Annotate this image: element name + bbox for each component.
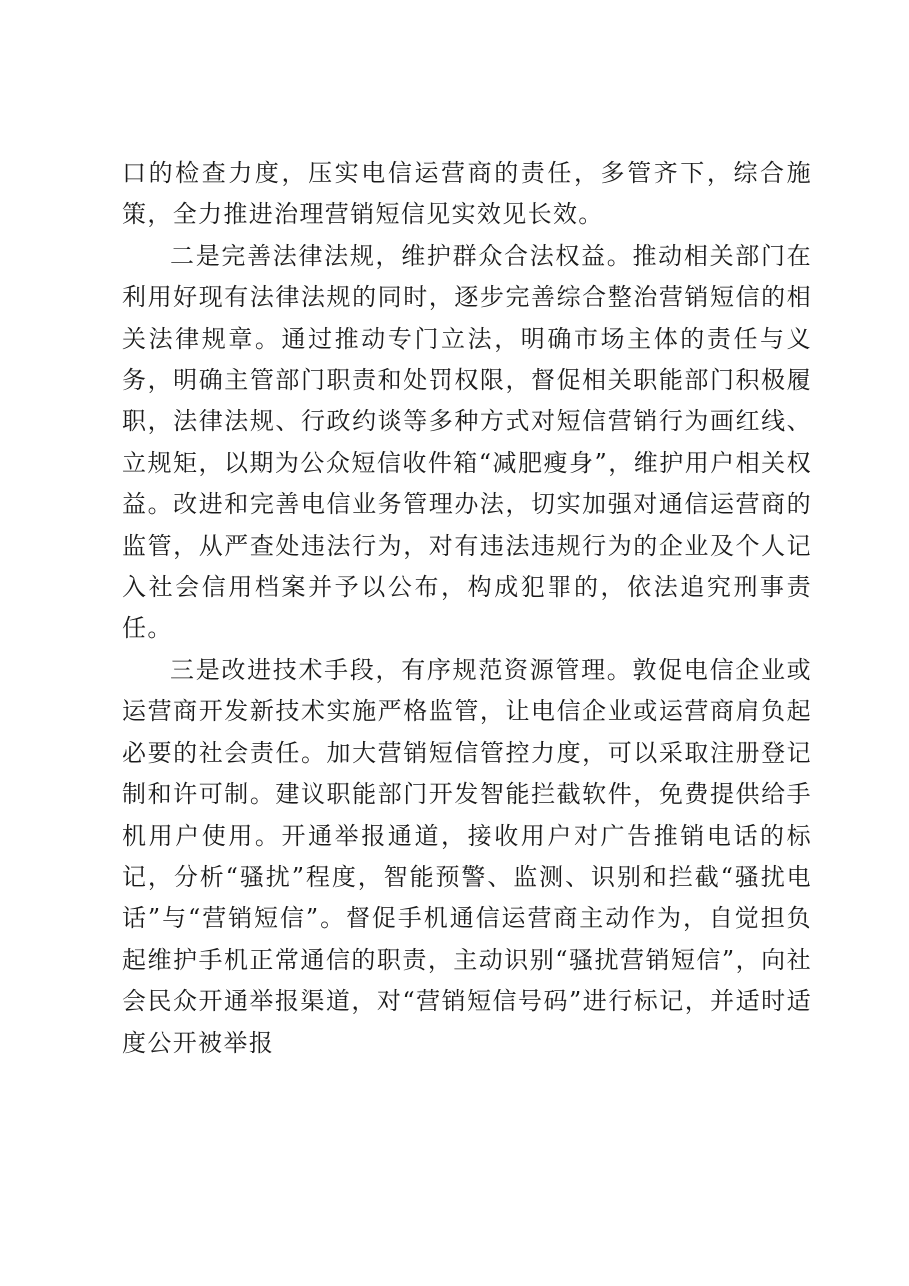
paragraph-2: 二是完善法律法规，维护群众合法权益。推动相关部门在利用好现有法律法规的同时，逐步完善综合整治营销短信的相关法律规章。通过推动专门立法，明确市场主体的责任与义务，明确主管部门职责和处罚权限，督促相关职能部门积极履职，法律法规、行政约谈等多种方式对短信营销行为画红线、立规矩，以期为公众短信收件箱“减肥瘦身”，维护用户相关权益。改进和完善电信业务管理办法，切实加强对通信运营商的监管，从严查处违法行为，对有违法违规行为的企业及个人记入社会信用档案并予以公布，构成犯罪的，依法追究刑事责任。: [122, 241, 812, 643]
document-body: [122, 153, 812, 1064]
paragraph-1: 口的检查力度，压实电信运营商的责任，多管齐下，综合施策，全力推进治理营销短信见实效见长效。: [122, 159, 812, 229]
paragraph-3: 三是改进技术手段，有序规范资源管理。敦促电信企业或运营商开发新技术实施严格监管，让电信企业或运营商肩负起必要的社会责任。加大营销短信管控力度，可以采取注册登记制和许可制。建议职能部门开发智能拦截软件，免费提供给手机用户使用。开通举报通道，接收用户对广告推销电话的标记，分析“骚扰”程度，智能预警、监测、识别和拦截“骚扰电话”与“营销短信”。督促手机通信运营商主动作为，自觉担负起维护手机正常通信的职责，主动识别“骚扰营销短信”，向社会民众开通举报渠道，对“营销短信号码”进行标记，并适时适度公开被举报: [122, 655, 812, 1057]
